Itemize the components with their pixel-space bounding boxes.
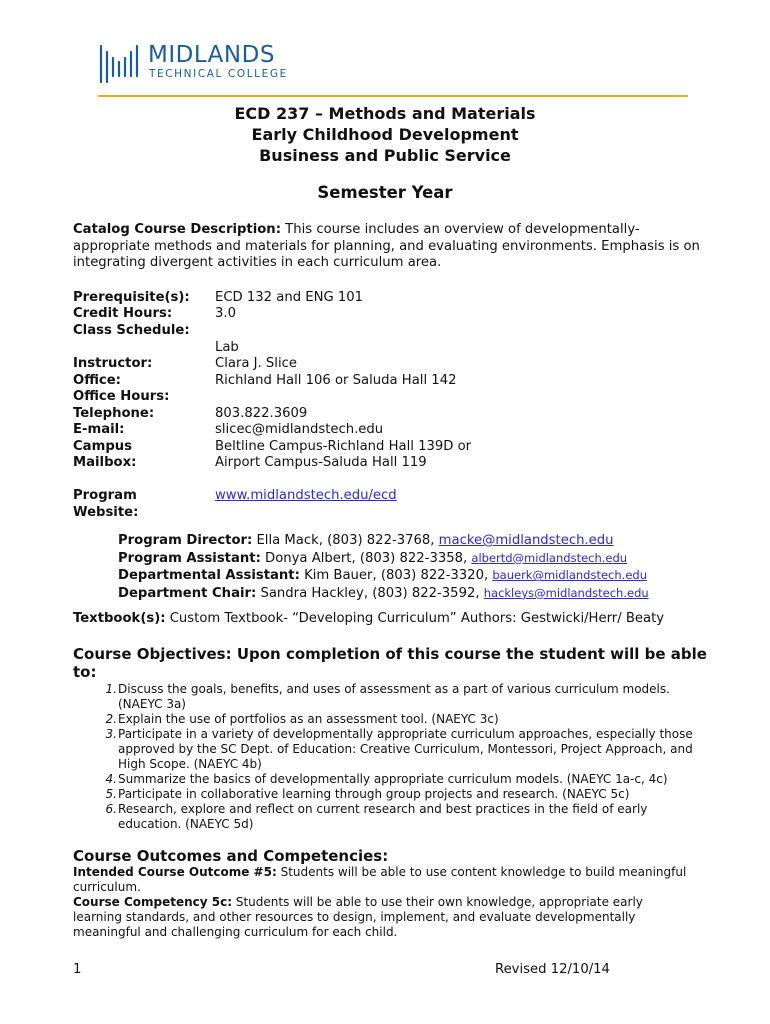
instructor-label: Instructor: (73, 356, 153, 371)
item-text: Discuss the goals, benefits, and uses of assessment as a part of various curriculum models. (NAEYC 3a) (118, 682, 670, 711)
contact-line (118, 585, 649, 603)
prereq-value: ECD 132 and ENG 101 (215, 290, 364, 305)
telephone-value: 803.822.3609 (215, 406, 308, 421)
contact-details: Kim Bauer, (803) 822-3320, (299, 568, 493, 584)
list-item (73, 712, 693, 727)
description-text: This course includes an overview of developmentally-appropriate methods and materials for planning, and evaluating environments. Emphasis is on integrating divergent activities in each curriculum area. (73, 222, 700, 271)
contact-role: Program Assistant: (118, 550, 261, 566)
textbook-text: Custom Textbook- “Developing Curriculum” Authors: Gestwicki/Herr/ Beaty (165, 611, 665, 626)
item-number: 3. (105, 727, 117, 741)
item-number: 4. (105, 772, 117, 786)
outcomes-heading: Course Outcomes and Competencies: (73, 847, 389, 865)
outcomes-block (73, 865, 693, 940)
credit-hours-label: Credit Hours: (73, 306, 173, 321)
contact-line (118, 533, 649, 550)
telephone-label: Telephone: (73, 406, 155, 421)
item-text: Research, explore and reflect on current research and best practices in the field of early education. (NAEYC 5d) (118, 802, 648, 831)
contact-details: Sandra Hackley, (803) 822-3592, (256, 585, 484, 601)
contact-role: Departmental Assistant: (118, 568, 300, 584)
item-text: Participate in collaborative learning through group projects and research. (NAEYC 5c) (118, 787, 630, 801)
office-value: Richland Hall 106 or Saluda Hall 142 (215, 373, 457, 388)
email-value: slicec@midlandstech.edu (215, 422, 384, 437)
email-label: E-mail: (73, 422, 125, 437)
item-text: Summarize the basics of developmentally appropriate curriculum models. (NAEYC 1a-c, 4c) (118, 772, 668, 786)
mailbox-label-line2: Mailbox: (73, 455, 137, 470)
outcome-label: Intended Course Outcome #5: (73, 865, 277, 879)
contact-email-link[interactable]: hackleys@midlandstech.edu (483, 585, 649, 600)
mailbox-label-line1: Campus (73, 439, 132, 454)
competency-text: Students will be able to use their own knowledge, appropriate early learning standards, and other resources to design, implement, and evaluate developmentally meaningful and challenging curriculum for each child. (73, 895, 643, 939)
competency-label: Course Competency 5c: (73, 895, 233, 909)
program-name: Early Childhood Development (251, 125, 519, 144)
website-link-wrap (215, 488, 397, 505)
item-text: Participate in a variety of developmentally appropriate curriculum approaches, especially those approved by the SC Dept. of Education: Creative Curriculum, Montessori, Project Approach, and High Scope. (NAEYC 4b) (118, 727, 693, 771)
textbook-label: Textbook(s): (73, 611, 166, 626)
list-item (73, 802, 693, 832)
prereq-label: Prerequisite(s): (73, 290, 190, 305)
office-label: Office: (73, 373, 121, 388)
contact-details: Donya Albert, (803) 822-3358, (260, 550, 472, 566)
website-label-line2: Website: (73, 505, 139, 520)
list-item (73, 772, 693, 787)
outcome-paragraph (73, 865, 693, 895)
office-hours-label: Office Hours: (73, 389, 170, 404)
program-contacts (118, 533, 649, 602)
contact-line (118, 567, 649, 585)
logo-name: MIDLANDS (148, 42, 275, 68)
list-item (73, 787, 693, 802)
midlands-logo (98, 40, 298, 88)
contact-role: Program Director: (118, 533, 253, 548)
item-number: 1. (105, 682, 117, 696)
logo-subtitle: TECHNICAL COLLEGE (149, 68, 288, 80)
item-number: 6. (105, 802, 117, 816)
class-schedule-label: Class Schedule: (73, 323, 190, 338)
mailbox-value-line1: Beltline Campus-Richland Hall 139D or (215, 439, 472, 454)
mailbox-value-line2: Airport Campus-Saluda Hall 119 (215, 455, 427, 470)
contact-email-link[interactable]: macke@midlandstech.edu (438, 533, 614, 548)
list-item (73, 682, 693, 712)
contact-role: Department Chair: (118, 585, 257, 601)
course-title: ECD 237 – Methods and Materials (234, 104, 536, 123)
contact-details: Ella Mack, (803) 822-3768, (252, 533, 439, 548)
credit-hours-value: 3.0 (215, 306, 236, 321)
revised-date: Revised 12/10/14 (495, 962, 610, 977)
semester-year: Semester Year (317, 183, 453, 202)
website-link[interactable]: www.midlandstech.edu/ecd (215, 488, 397, 503)
contact-email-link[interactable]: albertd@midlandstech.edu (471, 550, 628, 565)
header-divider (98, 95, 688, 97)
textbook-line (73, 611, 664, 628)
logo-bars-icon (98, 42, 140, 84)
contact-line (118, 550, 649, 568)
course-title-block (0, 103, 770, 166)
list-item (73, 727, 693, 772)
outcome-text: Students will be able to use content knowledge to build meaningful curriculum. (73, 865, 687, 894)
item-text: Explain the use of portfolios as an assessment tool. (NAEYC 3c) (118, 712, 499, 726)
contact-email-link[interactable]: bauerk@midlandstech.edu (492, 568, 647, 583)
objectives-list (73, 682, 693, 832)
item-number: 5. (105, 787, 117, 801)
page-number: 1 (73, 962, 82, 977)
item-number: 2. (105, 712, 117, 726)
class-schedule-value: Lab (215, 340, 239, 355)
website-label-line1: Program (73, 488, 137, 503)
instructor-value: Clara J. Slice (215, 356, 297, 371)
catalog-description (73, 222, 703, 272)
description-label: Catalog Course Description: (73, 222, 281, 237)
division-name: Business and Public Service (259, 146, 511, 165)
competency-paragraph (73, 895, 693, 940)
objectives-heading: Course Objectives: Upon completion of this course the student will be able to: (73, 645, 707, 681)
